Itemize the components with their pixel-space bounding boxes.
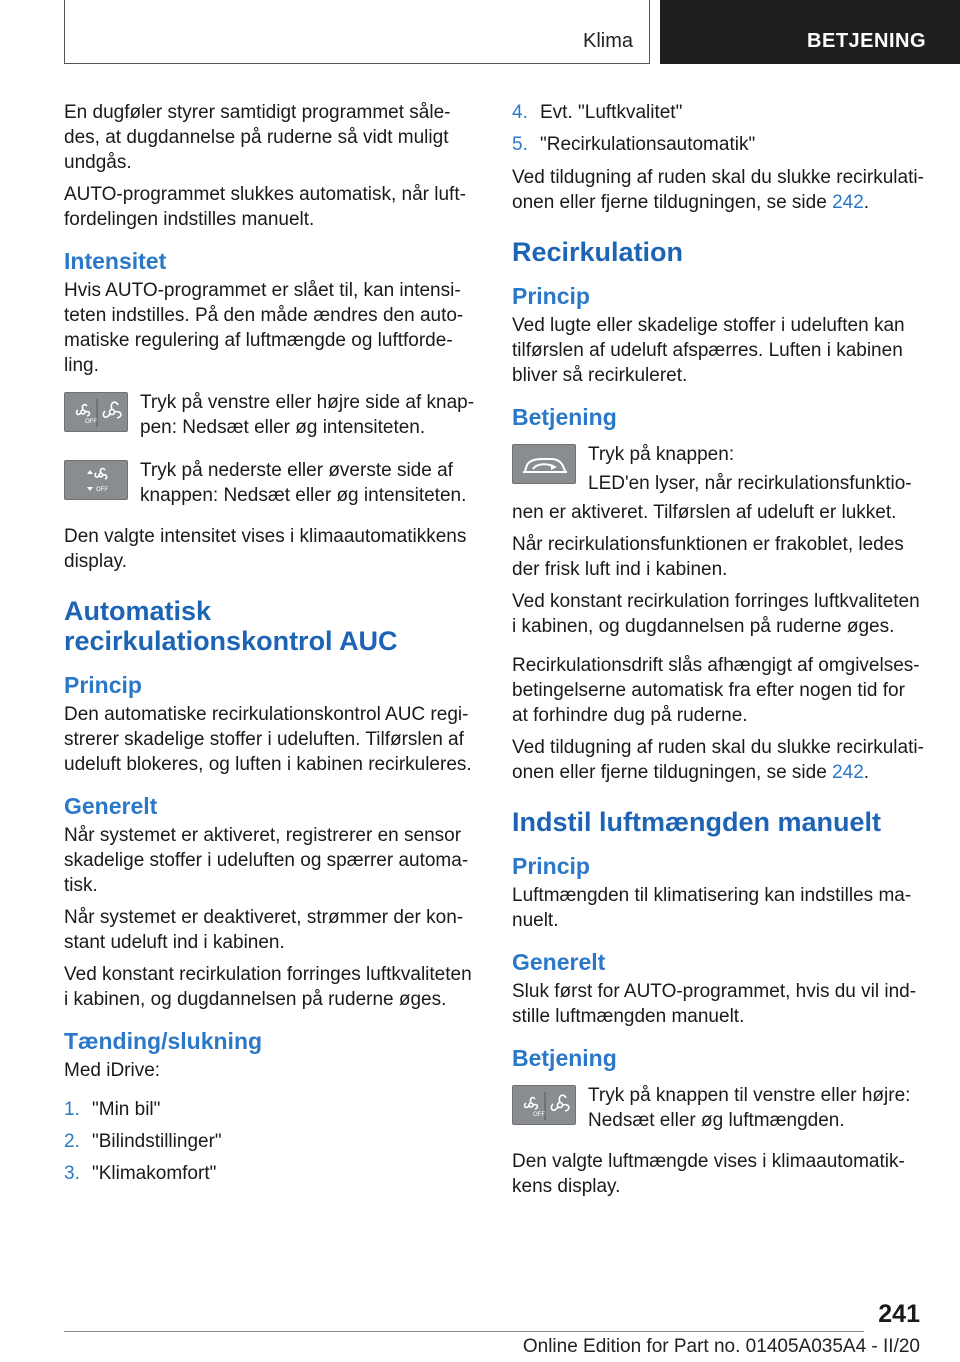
header-chapter-title: BETJENING: [807, 30, 926, 52]
fan-off-button-icon: [64, 392, 128, 432]
paragraph: Luftmængden til klimatisering kan indstilles ma-nuelt.: [512, 885, 912, 931]
paragraph: [512, 165, 926, 215]
instruction-recirculation: [512, 442, 926, 496]
footer-edition: Online Edition for Part no. 01405A035A4 - II/20: [522, 1336, 920, 1357]
paragraph: AUTO-programmet slukkes automatisk, når luft-fordelingen indstilles manuelt.: [64, 184, 466, 230]
paragraph: Når systemet er aktiveret, registrerer en sensor skadelige stoffer i udeluften og spærrer automa-tisk.: [64, 825, 469, 896]
list-item: [64, 1161, 478, 1186]
page-reference-link[interactable]: 242: [832, 762, 864, 783]
list-item: [64, 1097, 478, 1122]
instruction-fan-up-down: [64, 458, 478, 514]
paragraph-text: Ved tildugning af ruden skal du slukke recirkulati-onen eller fjerne tildugningen, se side: [512, 737, 924, 783]
paragraph: Ved konstant recirkulation forringes luftkvaliteten i kabinen, og dugdannelsen på ruderne øges.: [512, 591, 920, 637]
svg-text:OFF: OFF: [85, 419, 97, 425]
paragraph-text: .: [863, 192, 870, 213]
instruction-text: LED'en lyser, når recirkulationsfunktio-: [588, 473, 912, 494]
instruction-text: Tryk på venstre eller højre side af knap-pen: Nedsæt eller øg intensiteten.: [140, 392, 475, 438]
list-text: "Klimakomfort": [92, 1163, 217, 1184]
list-number: 4.: [512, 102, 528, 123]
svg-text:OFF: OFF: [533, 1112, 545, 1118]
list-text: Evt. "Luftkvalitet": [540, 102, 683, 123]
paragraph: [512, 735, 926, 785]
left-column: [64, 100, 478, 1194]
header-section-title: Klima: [582, 30, 633, 52]
fan-off-button-icon: [512, 1085, 576, 1125]
paragraph: Når systemet er deaktiveret, strømmer der kon-stant udeluft ind i kabinen.: [64, 907, 464, 953]
list-number: 5.: [512, 134, 528, 155]
heading-auc: Automatisk recirkulationskontrol AUC: [64, 596, 398, 656]
list-number: 2.: [64, 1131, 80, 1152]
paragraph: En dugføler styrer samtidigt programmet såle-des, at dugdannelse på ruderne så vidt muligt undgås.: [64, 102, 451, 173]
header-chapter-box: [660, 0, 960, 64]
heading-princip: Princip: [64, 672, 142, 698]
paragraph: Den automatiske recirkulationskontrol AUC regi-strerer skadelige stoffer i udeluften. Tilførslen af udeluft blokeres, og luften i kabinen recirkuleres.: [64, 704, 472, 775]
instruction-text: Tryk på nederste eller øverste side af knappen: Nedsæt eller øg intensiteten.: [140, 460, 467, 506]
instruction-fan-left-right: [64, 390, 478, 446]
paragraph: Når recirkulationsfunktionen er frakoblet, ledes der frisk luft ind i kabinen.: [512, 534, 904, 580]
page-reference-link[interactable]: 242: [832, 192, 864, 213]
list-text: "Min bil": [92, 1099, 161, 1120]
list-item: [512, 132, 926, 157]
heading-generelt: Generelt: [512, 949, 606, 975]
heading-intensitet: Intensitet: [64, 248, 167, 274]
paragraph: Ved konstant recirkulation forringes luftkvaliteten i kabinen, og dugdannelsen på ruderne øges.: [64, 964, 472, 1010]
recirculation-button-icon: [512, 444, 576, 484]
heading-betjening: Betjening: [512, 404, 617, 430]
paragraph: Med iDrive:: [64, 1060, 161, 1081]
paragraph-text: Ved tildugning af ruden skal du slukke recirkulati-onen eller fjerne tildugningen, se side: [512, 167, 924, 213]
heading-recirkulation: Recirkulation: [512, 237, 684, 267]
fan-updown-button-icon: [64, 460, 128, 500]
list-number: 3.: [64, 1163, 80, 1184]
footer-divider: [64, 1331, 864, 1332]
heading-indstil-luftmaengden: Indstil luftmængden manuelt: [512, 807, 881, 837]
instruction-text: Tryk på knappen:: [588, 444, 735, 465]
paragraph: Sluk først for AUTO-programmet, hvis du vil ind-stille luftmængden manuelt.: [512, 981, 917, 1027]
heading-princip: Princip: [512, 853, 590, 879]
list-text: "Bilindstillinger": [92, 1131, 222, 1152]
paragraph: nen er aktiveret. Tilførslen af udeluft er lukket.: [512, 502, 897, 523]
header-section-box: [64, 0, 650, 64]
page-number: 241: [878, 1300, 920, 1328]
list-number: 1.: [64, 1099, 80, 1120]
paragraph: Den valgte luftmængde vises i klimaautomatik-kens display.: [512, 1151, 905, 1197]
heading-taending: Tænding/slukning: [64, 1028, 263, 1054]
paragraph: Recirkulationsdrift slås afhængigt af omgivelses-betingelserne automatisk fra efter nogen tid for at forhindre dug på ruderne.: [512, 655, 920, 726]
paragraph-text: .: [863, 762, 870, 783]
heading-betjening: Betjening: [512, 1045, 617, 1071]
idrive-steps-list: [64, 1097, 478, 1186]
instruction-fan-amount: [512, 1083, 926, 1139]
paragraph: Hvis AUTO-programmet er slået til, kan intensi-teten indstilles. På den måde ændres den auto-matiske regulering af luftmængde og luftforde-ling.: [64, 280, 464, 376]
list-item: [64, 1129, 478, 1154]
svg-text:OFF: OFF: [96, 487, 108, 493]
list-item: [512, 100, 926, 125]
paragraph: Den valgte intensitet vises i klimaautomatikkens display.: [64, 526, 467, 572]
heading-princip: Princip: [512, 283, 590, 309]
heading-generelt: Generelt: [64, 793, 158, 819]
instruction-text: Tryk på knappen til venstre eller højre: Nedsæt eller øg luftmængden.: [588, 1085, 911, 1131]
list-text: "Recirkulationsautomatik": [540, 134, 756, 155]
right-column: [512, 100, 926, 1206]
idrive-steps-list-continued: [512, 100, 926, 157]
paragraph: Ved lugte eller skadelige stoffer i udeluften kan tilførslen af udeluft afspærres. Luften i kabinen bliver så recirkuleret.: [512, 315, 905, 386]
